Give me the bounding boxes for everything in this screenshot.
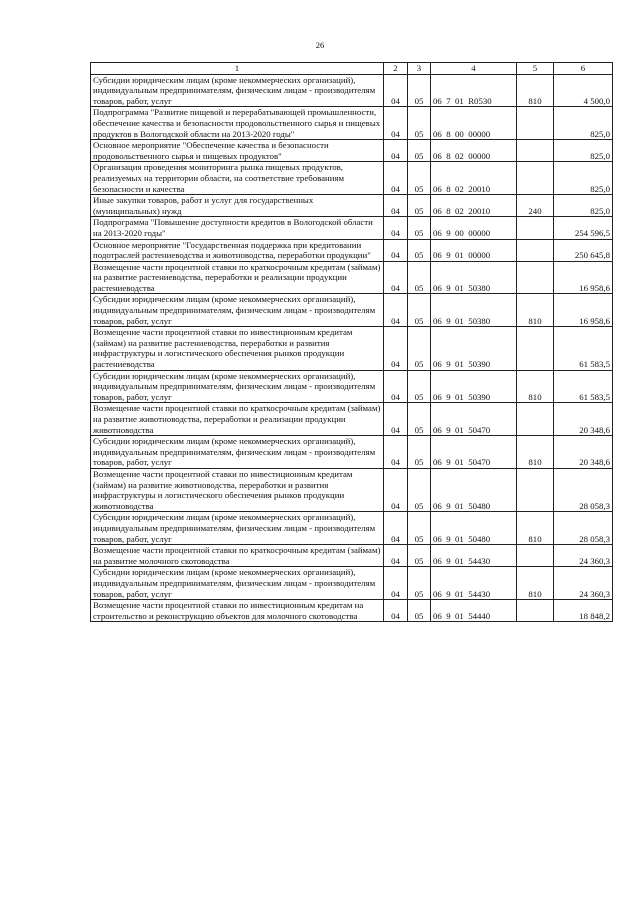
item-name-cell: Основное мероприятие "Государственная поддержка при кредитовании подотраслей растениеводства и животноводства, переработки продукции" bbox=[91, 239, 384, 261]
subsection-code-cell: 05 bbox=[408, 195, 431, 217]
target-article-cell: 06 9 01 50480 bbox=[431, 468, 517, 511]
amount-cell: 825,0 bbox=[554, 162, 613, 195]
table-row bbox=[91, 545, 613, 567]
expense-type-cell: 810 bbox=[517, 512, 554, 545]
amount-cell: 825,0 bbox=[554, 107, 613, 140]
amount-cell: 18 848,2 bbox=[554, 600, 613, 622]
item-name-cell: Подпрограмма "Развитие пищевой и перерабатывающей промышленности, обеспечение качества и безопасности продовольственного сырья и пищевых продуктов в Вологодской области на 2013-2020 годы" bbox=[91, 107, 384, 140]
subsection-code-cell: 05 bbox=[408, 162, 431, 195]
item-name-cell: Организация проведения мониторинга рынка пищевых продуктов, реализуемых на территории области, на соответствие требованиям безопасности и качества bbox=[91, 162, 384, 195]
amount-cell: 28 058,3 bbox=[554, 468, 613, 511]
column-header: 1 bbox=[91, 63, 384, 75]
target-article-cell: 06 9 01 50380 bbox=[431, 294, 517, 327]
expense-type-cell: 240 bbox=[517, 195, 554, 217]
section-code-cell: 04 bbox=[384, 370, 408, 403]
amount-cell: 16 958,6 bbox=[554, 261, 613, 294]
amount-cell: 28 058,3 bbox=[554, 512, 613, 545]
section-code-cell: 04 bbox=[384, 140, 408, 162]
section-code-cell: 04 bbox=[384, 107, 408, 140]
amount-cell: 20 348,6 bbox=[554, 436, 613, 469]
expense-type-cell: 810 bbox=[517, 436, 554, 469]
table-row bbox=[91, 436, 613, 469]
target-article-cell: 06 9 01 50470 bbox=[431, 436, 517, 469]
subsection-code-cell: 05 bbox=[408, 294, 431, 327]
subsection-code-cell: 05 bbox=[408, 545, 431, 567]
expense-type-cell bbox=[517, 239, 554, 261]
column-header: 2 bbox=[384, 63, 408, 75]
table-row bbox=[91, 567, 613, 600]
section-code-cell: 04 bbox=[384, 294, 408, 327]
amount-cell: 20 348,6 bbox=[554, 403, 613, 436]
subsection-code-cell: 05 bbox=[408, 512, 431, 545]
table-row bbox=[91, 217, 613, 239]
subsection-code-cell: 05 bbox=[408, 239, 431, 261]
target-article-cell: 06 8 02 00000 bbox=[431, 140, 517, 162]
target-article-cell: 06 9 01 50390 bbox=[431, 327, 517, 370]
budget-table bbox=[90, 62, 613, 622]
expense-type-cell bbox=[517, 162, 554, 195]
item-name-cell: Субсидии юридическим лицам (кроме некоммерческих организаций), индивидуальным предпринимателям, физическим лицам - производителям товаров, работ, услуг bbox=[91, 74, 384, 107]
amount-cell: 16 958,6 bbox=[554, 294, 613, 327]
table-row bbox=[91, 327, 613, 370]
table-row bbox=[91, 74, 613, 107]
target-article-cell: 06 9 00 00000 bbox=[431, 217, 517, 239]
column-header: 6 bbox=[554, 63, 613, 75]
subsection-code-cell: 05 bbox=[408, 74, 431, 107]
target-article-cell: 06 9 01 54430 bbox=[431, 567, 517, 600]
expense-type-cell bbox=[517, 107, 554, 140]
target-article-cell: 06 9 01 54440 bbox=[431, 600, 517, 622]
expense-type-cell bbox=[517, 327, 554, 370]
subsection-code-cell: 05 bbox=[408, 567, 431, 600]
table-row bbox=[91, 600, 613, 622]
table-row bbox=[91, 403, 613, 436]
table-row bbox=[91, 239, 613, 261]
subsection-code-cell: 05 bbox=[408, 261, 431, 294]
section-code-cell: 04 bbox=[384, 195, 408, 217]
table-row bbox=[91, 107, 613, 140]
subsection-code-cell: 05 bbox=[408, 327, 431, 370]
amount-cell: 24 360,3 bbox=[554, 567, 613, 600]
item-name-cell: Возмещение части процентной ставки по краткосрочным кредитам (займам) на развитие молочного скотоводства bbox=[91, 545, 384, 567]
subsection-code-cell: 05 bbox=[408, 217, 431, 239]
amount-cell: 825,0 bbox=[554, 140, 613, 162]
subsection-code-cell: 05 bbox=[408, 600, 431, 622]
subsection-code-cell: 05 bbox=[408, 403, 431, 436]
table-body bbox=[91, 74, 613, 622]
expense-type-cell bbox=[517, 217, 554, 239]
table-row bbox=[91, 195, 613, 217]
item-name-cell: Основное мероприятие "Обеспечение качества и безопасности продовольственного сырья и пищевых продуктов" bbox=[91, 140, 384, 162]
expense-type-cell bbox=[517, 468, 554, 511]
target-article-cell: 06 8 02 20010 bbox=[431, 195, 517, 217]
target-article-cell: 06 8 00 00000 bbox=[431, 107, 517, 140]
table-row bbox=[91, 294, 613, 327]
item-name-cell: Иные закупки товаров, работ и услуг для государственных (муниципальных) нужд bbox=[91, 195, 384, 217]
section-code-cell: 04 bbox=[384, 217, 408, 239]
section-code-cell: 04 bbox=[384, 545, 408, 567]
target-article-cell: 06 9 01 54430 bbox=[431, 545, 517, 567]
expense-type-cell bbox=[517, 261, 554, 294]
item-name-cell: Возмещение части процентной ставки по инвестиционным кредитам на строительство и реконструкцию объектов для молочного скотоводства bbox=[91, 600, 384, 622]
table-row bbox=[91, 468, 613, 511]
amount-cell: 61 583,5 bbox=[554, 370, 613, 403]
item-name-cell: Возмещение части процентной ставки по инвестиционным кредитам (займам) на развитие растениеводства, переработки и развития инфраструктуры и логистического обеспечения рынков продукции растениеводства bbox=[91, 327, 384, 370]
target-article-cell: 06 8 02 20010 bbox=[431, 162, 517, 195]
item-name-cell: Возмещение части процентной ставки по краткосрочным кредитам (займам) на развитие животноводства, переработки и реализации продукции животноводства bbox=[91, 403, 384, 436]
section-code-cell: 04 bbox=[384, 567, 408, 600]
amount-cell: 24 360,3 bbox=[554, 545, 613, 567]
subsection-code-cell: 05 bbox=[408, 107, 431, 140]
item-name-cell: Субсидии юридическим лицам (кроме некоммерческих организаций), индивидуальным предпринимателям, физическим лицам - производителям товаров, работ, услуг bbox=[91, 294, 384, 327]
target-article-cell: 06 7 01 R0530 bbox=[431, 74, 517, 107]
expense-type-cell: 810 bbox=[517, 294, 554, 327]
section-code-cell: 04 bbox=[384, 436, 408, 469]
amount-cell: 61 583,5 bbox=[554, 327, 613, 370]
target-article-cell: 06 9 01 50470 bbox=[431, 403, 517, 436]
page-number: 26 bbox=[315, 40, 325, 50]
expense-type-cell bbox=[517, 403, 554, 436]
subsection-code-cell: 05 bbox=[408, 370, 431, 403]
target-article-cell: 06 9 01 50390 bbox=[431, 370, 517, 403]
expense-type-cell bbox=[517, 545, 554, 567]
section-code-cell: 04 bbox=[384, 512, 408, 545]
table-row bbox=[91, 370, 613, 403]
target-article-cell: 06 9 01 00000 bbox=[431, 239, 517, 261]
column-header: 5 bbox=[517, 63, 554, 75]
amount-cell: 250 645,8 bbox=[554, 239, 613, 261]
item-name-cell: Возмещение части процентной ставки по инвестиционным кредитам (займам) на развитие животноводства, переработки и развития инфраструктуры и логистического обеспечения рынков продукции животноводства bbox=[91, 468, 384, 511]
table-row bbox=[91, 512, 613, 545]
section-code-cell: 04 bbox=[384, 261, 408, 294]
item-name-cell: Субсидии юридическим лицам (кроме некоммерческих организаций), индивидуальным предпринимателям, физическим лицам - производителям товаров, работ, услуг bbox=[91, 436, 384, 469]
column-header: 4 bbox=[431, 63, 517, 75]
item-name-cell: Субсидии юридическим лицам (кроме некоммерческих организаций), индивидуальным предпринимателям, физическим лицам - производителям товаров, работ, услуг bbox=[91, 512, 384, 545]
table-header-row bbox=[91, 63, 613, 75]
expense-type-cell bbox=[517, 140, 554, 162]
table-row bbox=[91, 261, 613, 294]
amount-cell: 254 596,5 bbox=[554, 217, 613, 239]
amount-cell: 4 500,0 bbox=[554, 74, 613, 107]
subsection-code-cell: 05 bbox=[408, 468, 431, 511]
item-name-cell: Подпрограмма "Повышение доступности кредитов в Вологодской области на 2013-2020 годы" bbox=[91, 217, 384, 239]
table-row bbox=[91, 140, 613, 162]
subsection-code-cell: 05 bbox=[408, 436, 431, 469]
item-name-cell: Субсидии юридическим лицам (кроме некоммерческих организаций), индивидуальным предпринимателям, физическим лицам - производителям товаров, работ, услуг bbox=[91, 370, 384, 403]
section-code-cell: 04 bbox=[384, 327, 408, 370]
item-name-cell: Возмещение части процентной ставки по краткосрочным кредитам (займам) на развитие растениеводства, переработки и реализации продукции растениеводства bbox=[91, 261, 384, 294]
subsection-code-cell: 05 bbox=[408, 140, 431, 162]
target-article-cell: 06 9 01 50480 bbox=[431, 512, 517, 545]
section-code-cell: 04 bbox=[384, 239, 408, 261]
section-code-cell: 04 bbox=[384, 468, 408, 511]
column-header: 3 bbox=[408, 63, 431, 75]
expense-type-cell: 810 bbox=[517, 370, 554, 403]
section-code-cell: 04 bbox=[384, 600, 408, 622]
expense-type-cell: 810 bbox=[517, 74, 554, 107]
amount-cell: 825,0 bbox=[554, 195, 613, 217]
target-article-cell: 06 9 01 50380 bbox=[431, 261, 517, 294]
expense-type-cell: 810 bbox=[517, 567, 554, 600]
section-code-cell: 04 bbox=[384, 403, 408, 436]
section-code-cell: 04 bbox=[384, 74, 408, 107]
expense-type-cell bbox=[517, 600, 554, 622]
table-row bbox=[91, 162, 613, 195]
item-name-cell: Субсидии юридическим лицам (кроме некоммерческих организаций), индивидуальным предпринимателям, физическим лицам - производителям товаров, работ, услуг bbox=[91, 567, 384, 600]
section-code-cell: 04 bbox=[384, 162, 408, 195]
